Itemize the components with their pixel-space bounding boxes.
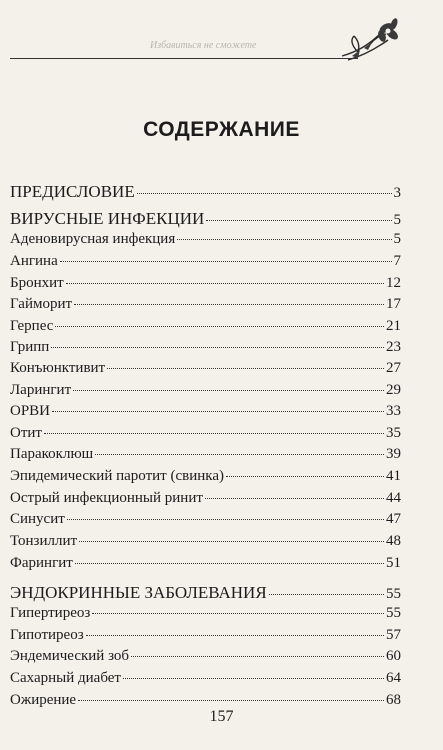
dot-leader (131, 656, 384, 657)
toc-entry-row (10, 446, 401, 463)
toc-entry-title: Паракоклюш (10, 446, 94, 462)
flower-ornament-icon (338, 12, 402, 70)
toc-page-number: 55 (386, 605, 401, 621)
toc-page-number: 21 (386, 318, 401, 334)
toc-entry-row (10, 490, 401, 507)
toc-entry-title: Гайморит (10, 296, 73, 312)
page-number: 157 (209, 708, 234, 725)
toc-page-number: 51 (386, 555, 401, 571)
dot-leader (51, 347, 384, 348)
toc-entry-title: Бронхит (10, 275, 64, 291)
toc-entry-row (10, 253, 401, 270)
running-title: Избавиться не сможете (150, 40, 257, 51)
toc-entry-row (10, 692, 401, 709)
toc-entry-row (10, 425, 401, 442)
toc-entry-title: Ангина (10, 253, 58, 269)
dot-leader (75, 563, 384, 564)
toc-page-number: 57 (386, 627, 401, 643)
toc-page-number: 64 (386, 670, 401, 686)
toc-page-number: 5 (393, 212, 401, 228)
toc-page-number: 17 (386, 296, 401, 312)
toc-entry-title: Отит (10, 425, 42, 441)
toc-entry-title: Острый инфекционный ринит (10, 490, 203, 506)
toc-page-number: 41 (386, 468, 401, 484)
toc-page-number: 3 (393, 185, 401, 201)
toc-page-number: 35 (386, 425, 401, 441)
toc-entry-title: ОРВИ (10, 403, 51, 419)
toc-entry-title: Эпидемический паротит (свинка) (10, 468, 224, 484)
toc-page-number: 60 (386, 648, 401, 664)
page-header-rule (10, 58, 358, 59)
toc-page-number: 48 (386, 533, 401, 549)
toc-section-row (10, 182, 401, 202)
dot-leader (137, 193, 392, 194)
dot-leader (226, 476, 384, 477)
dot-leader (60, 261, 392, 262)
toc-entry-row (10, 511, 401, 528)
toc-entry-title: Сахарный диабет (10, 670, 121, 686)
toc-section-row (10, 583, 401, 603)
toc-entry-title: ВИРУСНЫЕ ИНФЕКЦИИ (10, 209, 205, 228)
dot-leader (206, 220, 391, 221)
dot-leader (79, 541, 384, 542)
toc-page-number: 33 (386, 403, 401, 419)
toc-entry-title: Эндемический зоб (10, 648, 130, 664)
toc-page-number: 12 (386, 275, 401, 291)
toc-page-number: 5 (393, 231, 401, 247)
toc-entry-row (10, 605, 401, 622)
toc-entry-title: Ожирение (10, 692, 77, 708)
toc-page-number: 68 (386, 692, 401, 708)
toc-section-row (10, 209, 401, 229)
toc-page-number: 55 (386, 586, 401, 602)
toc-entry-row (10, 318, 401, 335)
dot-leader (73, 390, 384, 391)
toc-page-number: 44 (386, 490, 401, 506)
dot-leader (52, 411, 384, 412)
toc-entry-title: ПРЕДИСЛОВИЕ (10, 182, 135, 201)
toc-entry-title: Синусит (10, 511, 65, 527)
dot-leader (123, 678, 384, 679)
dot-leader (74, 304, 384, 305)
toc-page-number: 39 (386, 446, 401, 462)
toc-entry-title: Тонзиллит (10, 533, 78, 549)
page-title: СОДЕРЖАНИЕ (143, 118, 300, 141)
toc-page-number: 47 (386, 511, 401, 527)
toc-entry-row (10, 670, 401, 687)
dot-leader (92, 613, 384, 614)
toc-entry-row (10, 648, 401, 665)
toc-page-number: 23 (386, 339, 401, 355)
dot-leader (177, 239, 391, 240)
toc-page-number: 7 (393, 253, 401, 269)
toc-entry-row (10, 231, 401, 248)
toc-entry-row (10, 275, 401, 292)
toc-entry-row (10, 296, 401, 313)
toc-page-number: 27 (386, 360, 401, 376)
dot-leader (66, 283, 384, 284)
toc-entry-title: Ларингит (10, 382, 72, 398)
toc-entry-row (10, 555, 401, 572)
dot-leader (44, 433, 384, 434)
dot-leader (205, 498, 384, 499)
dot-leader (78, 700, 384, 701)
toc-entry-title: Герпес (10, 318, 54, 334)
toc-entry-row (10, 360, 401, 377)
dot-leader (269, 594, 384, 595)
dot-leader (55, 326, 384, 327)
toc-entry-row (10, 468, 401, 485)
toc-entry-title: Фарингит (10, 555, 73, 571)
dot-leader (107, 368, 384, 369)
dot-leader (67, 519, 384, 520)
toc-entry-title: Грипп (10, 339, 50, 355)
toc-entry-title: Гипотиреоз (10, 627, 84, 643)
toc-entry-title: ЭНДОКРИННЫЕ ЗАБОЛЕВАНИЯ (10, 583, 267, 602)
dot-leader (95, 454, 384, 455)
toc-entry-title: Аденовирусная инфекция (10, 231, 176, 247)
toc-entry-row (10, 382, 401, 399)
toc-entry-row (10, 627, 401, 644)
toc-entry-row (10, 533, 401, 550)
toc-page-number: 29 (386, 382, 401, 398)
toc-entry-title: Конъюнктивит (10, 360, 106, 376)
toc-entry-row (10, 403, 401, 420)
dot-leader (86, 635, 384, 636)
toc-entry-row (10, 339, 401, 356)
toc-entry-title: Гипертиреоз (10, 605, 91, 621)
